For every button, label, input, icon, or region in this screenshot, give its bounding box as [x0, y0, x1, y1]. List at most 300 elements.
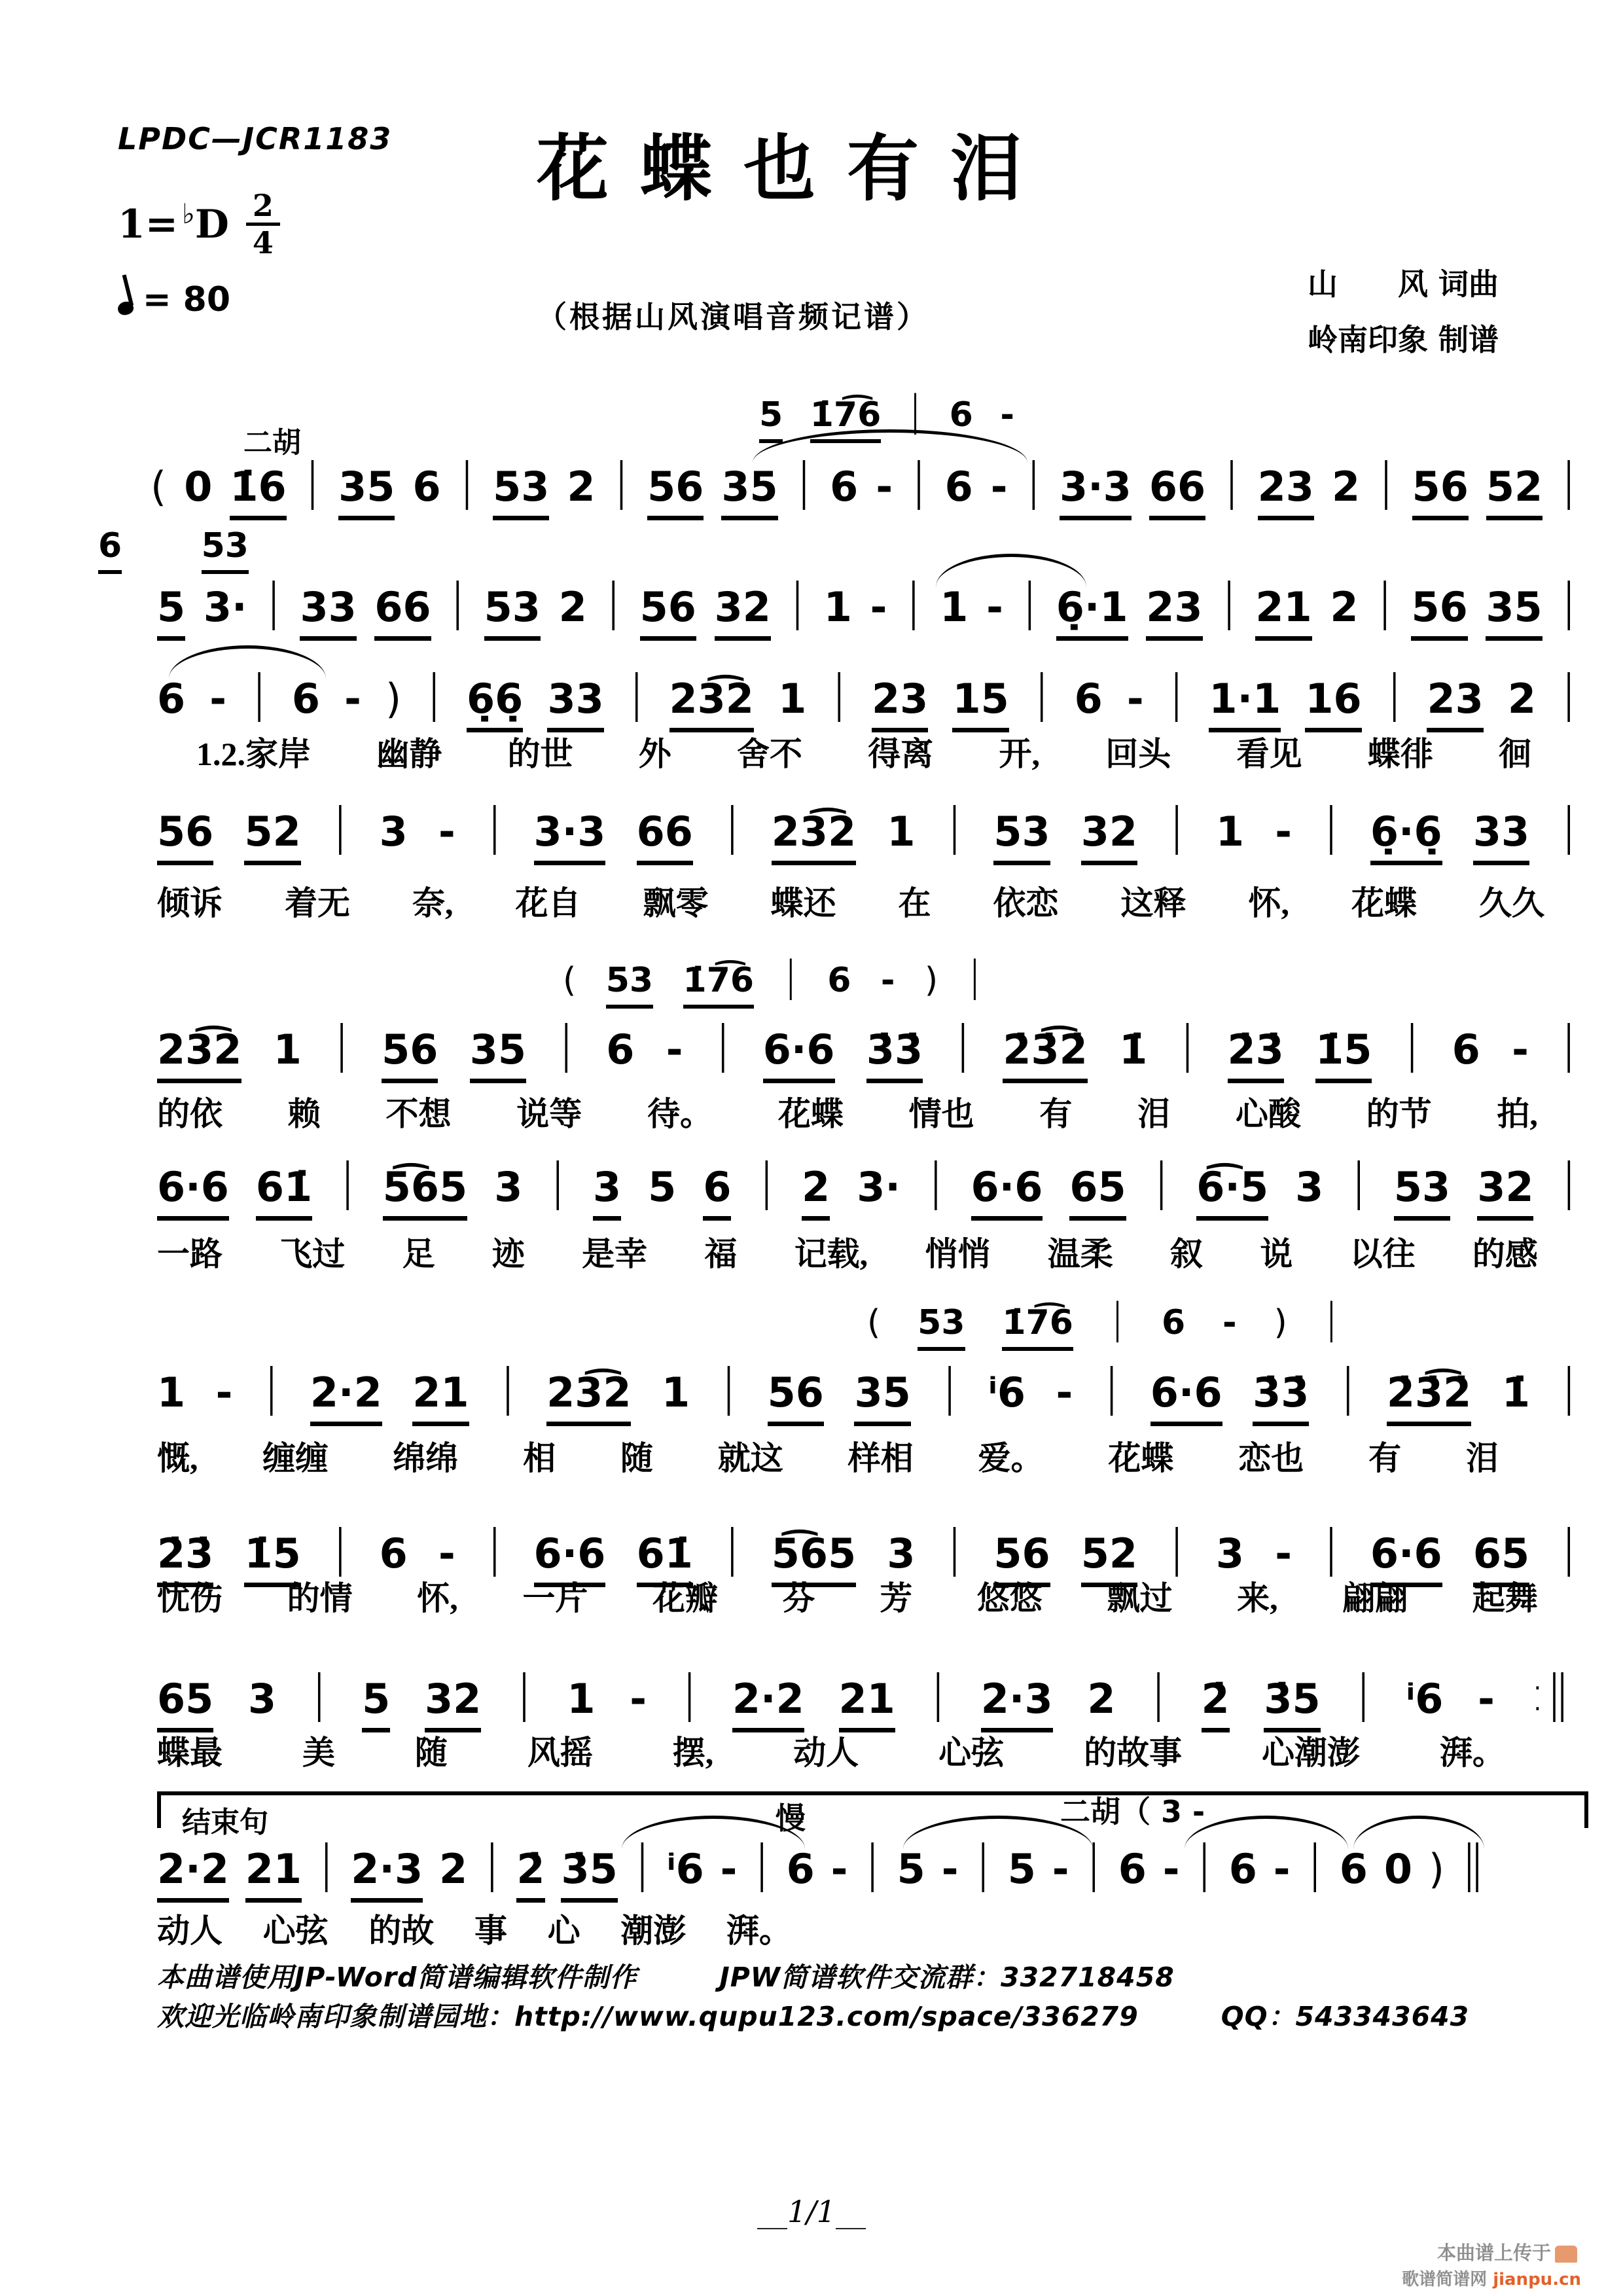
note-token: 2̇	[516, 1844, 544, 1903]
note-token: 6͡·5	[1196, 1162, 1268, 1221]
note-token: |	[927, 1153, 944, 1210]
note-token: 1̇6	[230, 461, 286, 520]
note-token: 3̇5	[1264, 1674, 1320, 1732]
note-token: |	[1560, 452, 1577, 510]
note-token: 6̣·1	[1056, 582, 1128, 641]
note-token: |	[613, 452, 630, 510]
note-token: |	[1103, 1358, 1120, 1416]
note-token: -	[666, 1026, 683, 1074]
note-token: 35	[1486, 582, 1542, 641]
note-token: 23	[1427, 673, 1483, 732]
lyric-word: 怀,	[417, 1580, 458, 1617]
note-token: 35	[338, 461, 395, 520]
music-line-6	[157, 1151, 1577, 1213]
lyric-word: 随	[414, 1734, 448, 1771]
note-token: |	[1223, 452, 1240, 510]
note-token: 6	[1339, 1845, 1368, 1893]
lyric-word: 湃。	[1439, 1734, 1505, 1771]
note-token: (	[151, 463, 167, 511]
note-token: 23͡2	[772, 806, 856, 865]
note-token: -	[1273, 1845, 1291, 1893]
lyric-word: 一路	[157, 1236, 223, 1272]
note-token: -	[880, 961, 895, 1001]
note-token: 1	[823, 583, 852, 632]
lyric-line-3	[157, 1088, 1538, 1135]
note-token: 5͡65	[383, 1162, 467, 1221]
lyric-word: 花蝶	[1108, 1440, 1174, 1477]
song-subtitle: （根据山风演唱音频记谱）	[537, 299, 929, 334]
lyric-word: 心弦	[262, 1912, 329, 1949]
lyric-word: 说等	[516, 1096, 582, 1132]
note-token: 1̇	[1119, 1026, 1148, 1074]
note-token: |	[864, 1835, 881, 1892]
note-token: -	[1512, 1026, 1529, 1074]
note-token: 0	[184, 463, 213, 511]
note-token: 53	[993, 806, 1050, 865]
watermark-line-2	[1402, 2266, 1581, 2290]
note-token: 6	[786, 1845, 815, 1893]
lyric-word: 足	[402, 1236, 435, 1272]
lyric-word: 芳	[880, 1580, 913, 1617]
note-token: 56	[1412, 461, 1469, 520]
note-token: 3	[248, 1675, 277, 1723]
note-token: |	[1560, 1153, 1577, 1210]
note-token: 2·2	[310, 1367, 382, 1426]
lyric-word: 恋也	[1238, 1440, 1304, 1477]
note-token: ‖	[1460, 1835, 1486, 1892]
key-prefix: 1=	[118, 201, 179, 247]
lyric-word: 温柔	[1047, 1236, 1113, 1272]
note-token: 6	[1074, 675, 1103, 723]
note-token: |	[974, 1835, 991, 1892]
instrument-label: 二胡	[243, 426, 301, 459]
lyric-word: 以往	[1349, 1236, 1416, 1272]
note-token: 6·6	[1150, 1367, 1222, 1426]
note-token: 6	[944, 463, 973, 511]
note-token: (	[867, 1303, 881, 1343]
note-token: |	[724, 1519, 741, 1577]
note-token: 56	[157, 806, 213, 865]
note-token: |	[449, 573, 466, 630]
note-token: 6	[1161, 1303, 1186, 1343]
note-token: |	[484, 1835, 501, 1892]
note-token: 6̣6̣	[467, 673, 523, 732]
time-signature	[246, 190, 280, 259]
note-token: 6	[830, 463, 859, 511]
ending-label: 结束句	[182, 1806, 268, 1839]
note-token: 53	[1394, 1162, 1450, 1221]
note-token: -	[941, 1845, 959, 1893]
music-line-4	[157, 795, 1577, 857]
lyric-word: 的故事	[1084, 1734, 1183, 1771]
erhu-ending-label: 二胡（ 3 -	[1060, 1794, 1205, 1829]
note-token: |	[331, 1519, 349, 1577]
note-token: |	[1085, 1835, 1102, 1892]
watermark-logo-icon	[1555, 2246, 1577, 2263]
note-token: 5	[759, 394, 783, 443]
inline-erhu-phrase-1	[563, 950, 982, 1002]
lyric-word: 芬	[782, 1580, 815, 1617]
note-token: |	[1376, 573, 1393, 630]
note-token: |	[1355, 1664, 1372, 1722]
note-token: 15	[952, 673, 1008, 732]
note-token: |	[549, 1153, 566, 1210]
note-token: 33	[300, 582, 356, 641]
note-token: 65	[157, 1674, 213, 1732]
lyric-word: 着无	[285, 885, 350, 922]
note-token: -	[1275, 1530, 1292, 1578]
note-token: 35	[854, 1367, 910, 1426]
note-token: |	[1560, 664, 1577, 722]
footer-site-note: 欢迎光临岭南印象制谱园地：http://www.qupu123.com/space/336279 QQ：543343643	[157, 2001, 1470, 2032]
note-token: 6	[703, 1162, 731, 1221]
note-token: 16	[1305, 673, 1361, 732]
note-token: )	[1274, 1303, 1287, 1343]
key-signature	[118, 190, 280, 259]
note-token: 23͡2	[669, 673, 754, 732]
note-token: 5	[362, 1674, 390, 1732]
note-token: |	[789, 573, 806, 630]
note-token: 6̣·6̣	[1370, 806, 1442, 865]
lyric-line-7	[157, 1727, 1505, 1774]
lyric-word: 看见	[1236, 736, 1302, 772]
inline-erhu-phrase-2	[867, 1293, 1338, 1344]
note-token: -	[215, 1369, 233, 1417]
note-token: |	[486, 1519, 503, 1577]
note-token: |	[724, 797, 741, 855]
lyric-word: 记载,	[794, 1236, 868, 1272]
note-token: 1	[1215, 808, 1245, 856]
music-line-2	[157, 571, 1577, 633]
note-token: |	[331, 797, 349, 855]
note-token: 6·6	[763, 1024, 835, 1083]
note-token: (	[563, 961, 577, 1001]
note-token: 53	[484, 582, 541, 641]
lyric-word: 就这	[717, 1440, 783, 1477]
lyric-word: 舍不	[737, 736, 802, 772]
note-token: |	[783, 952, 798, 1000]
lyric-word: 迹	[491, 1236, 525, 1272]
lyric-word: 美	[302, 1734, 335, 1771]
lyric-word: 样相	[847, 1440, 914, 1477]
note-token: |	[1403, 1015, 1421, 1073]
note-token: 5	[1007, 1845, 1036, 1893]
note-token: -	[438, 808, 455, 856]
note-token: 1	[273, 1026, 302, 1074]
lyric-word: 来,	[1237, 1580, 1278, 1617]
note-token: |	[753, 1835, 770, 1892]
lyric-word: 拍,	[1497, 1096, 1538, 1132]
music-line-9	[157, 1662, 1571, 1725]
note-token: 2	[1087, 1675, 1116, 1723]
note-token: 32	[1081, 806, 1137, 865]
lyric-word: 蝶徘	[1367, 736, 1433, 772]
quarter-note-icon	[116, 300, 135, 316]
time-top: 2	[246, 190, 280, 226]
page-number: __1/1__	[757, 2194, 866, 2229]
lyric-word: 说	[1260, 1236, 1293, 1272]
lyric-word: 1.2.家岸	[196, 736, 311, 772]
lyric-line-5	[157, 1432, 1499, 1479]
note-token: -	[344, 675, 361, 723]
lyric-word: 泪	[1137, 1096, 1171, 1132]
note-token: -	[209, 675, 227, 723]
lyric-word: 绵绵	[393, 1440, 459, 1477]
credit-arranger: 岭南印象 制谱	[1307, 322, 1499, 358]
note-token: |	[1110, 1294, 1125, 1342]
note-token: 1	[662, 1369, 690, 1417]
lyric-word: 心潮澎	[1262, 1734, 1360, 1771]
lyric-word: 悄悄	[925, 1236, 991, 1272]
lyric-word: 花自	[515, 885, 581, 922]
note-token: 6	[291, 675, 320, 723]
lyric-word: 事	[474, 1912, 507, 1949]
note-token: 21	[245, 1844, 302, 1903]
lyric-word: 的情	[287, 1580, 353, 1617]
note-token: |	[1324, 1294, 1338, 1342]
note-token: 2	[1330, 583, 1359, 632]
note-token: 23͡2	[157, 1024, 241, 1083]
note-token: -	[870, 583, 887, 632]
lyric-word: 摆,	[672, 1734, 714, 1771]
note-token: |	[1221, 573, 1238, 630]
watermark-site-url: jianpu.cn	[1493, 2270, 1581, 2289]
note-token: 6·6	[1370, 1528, 1442, 1587]
note-token: 3	[887, 1530, 916, 1578]
note-token: ⁱ6	[667, 1845, 704, 1893]
note-token: 6	[949, 395, 973, 435]
tempo-value: = 80	[143, 280, 231, 319]
lyric-line-4	[157, 1228, 1538, 1275]
note-token: |	[304, 452, 321, 510]
lyric-word: 的依	[157, 1096, 223, 1132]
note-token: 21	[1255, 582, 1311, 641]
note-token: |	[1179, 1015, 1196, 1073]
lyric-word: 心弦	[938, 1734, 1005, 1771]
note-token: 2	[802, 1162, 830, 1221]
note-token: |	[1168, 1519, 1185, 1577]
lyric-word: 相	[523, 1440, 556, 1477]
note-token: 3·	[203, 583, 247, 632]
note-token: 2	[1331, 463, 1361, 511]
note-token: 1̇	[1501, 1369, 1530, 1417]
note-token: |	[633, 1835, 651, 1892]
lyric-word: 回头	[1105, 736, 1171, 772]
note-token: 52	[1081, 1528, 1137, 1587]
slow-label: 慢	[776, 1801, 806, 1836]
note-token: 1̇5	[244, 1528, 300, 1587]
lyric-line-1	[196, 728, 1531, 775]
note-token: 61̇	[256, 1162, 312, 1221]
lyric-word: 潮澎	[620, 1912, 687, 1949]
note-token: 21	[839, 1674, 895, 1732]
note-token: 1	[157, 1369, 186, 1417]
note-token: )	[385, 675, 402, 723]
note-token: ⁱ6	[1406, 1675, 1444, 1723]
lyric-word: 悠悠	[976, 1580, 1043, 1617]
lyric-word: 赖	[287, 1096, 321, 1132]
flat-sign-icon: ♭	[182, 198, 195, 230]
note-token: 56	[768, 1367, 824, 1426]
lyric-word: 湃。	[726, 1912, 792, 1949]
note-token: 66	[637, 806, 693, 865]
note-token: |	[262, 1358, 280, 1416]
note-token: 6·6	[971, 1162, 1043, 1221]
note-token: 2̇3̇	[1228, 1024, 1284, 1083]
note-token: |	[265, 573, 282, 630]
note-token: 33	[1473, 806, 1529, 865]
note-token: 6	[606, 1026, 635, 1074]
note-token: -	[1126, 675, 1144, 723]
note-token: 2	[439, 1845, 468, 1893]
note-token: |	[1196, 1835, 1213, 1892]
note-token: |	[1150, 1664, 1167, 1722]
note-token: 6	[157, 675, 186, 723]
watermark-text: 本曲谱上传于	[1436, 2242, 1551, 2264]
note-token: 6	[98, 525, 122, 574]
lyric-word: 倾诉	[157, 885, 223, 922]
ending-bracket	[157, 1791, 1588, 1828]
note-token: )	[1428, 1845, 1445, 1893]
note-token: -	[1478, 1675, 1495, 1723]
note-token: 1	[567, 1675, 596, 1723]
note-token: |	[830, 664, 847, 722]
note-token: 1	[778, 675, 807, 723]
lyric-word: 的节	[1366, 1096, 1432, 1132]
note-token: 5	[648, 1163, 677, 1211]
lyric-word: 动人	[793, 1734, 859, 1771]
note-token: 6	[827, 961, 851, 1001]
note-token: 35	[721, 461, 777, 520]
note-token: |	[910, 452, 927, 510]
note-token: 3	[1295, 1163, 1324, 1211]
lyric-word: 飘过	[1107, 1580, 1173, 1617]
lyric-word: 花蝶	[777, 1096, 844, 1132]
note-token: 2̇3̇͡2̇	[1003, 1024, 1087, 1083]
note-token: 1̇7͡6	[683, 960, 755, 1009]
note-token: 66	[1149, 461, 1205, 520]
lyric-word: 忧伤	[157, 1580, 223, 1617]
note-token: |	[1378, 452, 1395, 510]
note-token: 6	[379, 1530, 408, 1578]
lyric-line-8	[157, 1905, 792, 1952]
lyric-word: 依恋	[993, 885, 1059, 922]
lyric-word: 叙	[1170, 1236, 1204, 1272]
note-token: 23͡2	[546, 1367, 631, 1426]
note-token: |	[1560, 1015, 1577, 1073]
note-token: |	[499, 1358, 516, 1416]
note-token: 2·2	[157, 1844, 229, 1903]
lyric-word: 幽静	[376, 736, 442, 772]
note-token: 23	[872, 673, 928, 732]
note-token: 52	[244, 806, 300, 865]
lyric-word: 飞过	[279, 1236, 346, 1272]
note-token: |	[251, 664, 268, 722]
note-token: |	[486, 797, 503, 855]
lyric-word: 翩翩	[1342, 1580, 1408, 1617]
lyric-line-6	[157, 1572, 1538, 1619]
note-token: 2	[558, 583, 587, 632]
note-token: -	[830, 1845, 848, 1893]
note-token: |	[628, 664, 645, 722]
note-token: |	[905, 573, 922, 630]
note-token: |	[339, 1153, 356, 1210]
note-token: |	[1168, 797, 1185, 855]
lyric-word: 怀,	[1248, 885, 1289, 922]
lyric-word: 福	[704, 1236, 738, 1272]
note-token: 56	[1411, 582, 1467, 641]
note-token: |	[1021, 573, 1038, 630]
note-token: 5	[897, 1845, 925, 1893]
note-token: |	[758, 1153, 775, 1210]
lyric-word: 有	[1368, 1440, 1402, 1477]
lyric-word: 的故	[368, 1912, 435, 1949]
note-token: |	[605, 573, 622, 630]
watermark-line-1	[1437, 2238, 1581, 2265]
note-token: |	[946, 1519, 963, 1577]
note-token: |	[1339, 1358, 1357, 1416]
lyric-word: 花瓣	[652, 1580, 718, 1617]
lyric-word: 徊	[1499, 736, 1531, 772]
note-token: 1·1	[1209, 673, 1281, 732]
note-token: -	[1275, 808, 1292, 856]
note-token: 33	[547, 673, 603, 732]
lyric-word: 飘零	[643, 885, 709, 922]
note-token: |	[310, 1664, 328, 1722]
note-token: -	[438, 1530, 455, 1578]
note-token: |	[317, 1835, 335, 1892]
note-token: 65	[1473, 1528, 1529, 1587]
lyric-word: 随	[620, 1440, 653, 1477]
lyric-word: 待。	[647, 1096, 713, 1132]
lyric-word: 一片	[522, 1580, 588, 1617]
note-token: 2̇3̇	[157, 1528, 213, 1587]
note-token: 53	[202, 525, 249, 574]
note-token: -	[986, 583, 1003, 632]
note-token: |	[516, 1664, 533, 1722]
note-token: 2·3	[981, 1674, 1053, 1732]
note-token: -	[720, 1845, 738, 1893]
note-token: |	[929, 1664, 947, 1722]
note-token: 32	[715, 582, 771, 641]
note-token: 3·3	[1060, 461, 1132, 520]
note-token: |	[967, 952, 982, 1000]
note-token: |	[681, 1664, 698, 1722]
lyric-word: 的世	[507, 736, 573, 772]
lyric-word: 起舞	[1472, 1580, 1538, 1617]
note-token: 2̇	[1202, 1674, 1230, 1732]
note-token: |	[1033, 664, 1050, 722]
note-token: 1	[887, 808, 916, 856]
note-token: |	[954, 1015, 972, 1073]
note-token: |	[908, 386, 923, 435]
note-token: |	[795, 452, 813, 510]
note-token: -	[1222, 1303, 1237, 1343]
lyric-word: 开,	[999, 736, 1040, 772]
catalog-number: LPDC—JCR1183	[118, 121, 393, 156]
note-token: 61̇	[637, 1528, 693, 1587]
note-token: |	[333, 1015, 350, 1073]
note-token: 6·6	[534, 1528, 606, 1587]
key-note: D	[194, 201, 229, 247]
note-token: 23	[1258, 461, 1314, 520]
lyric-word: 这释	[1120, 885, 1186, 922]
note-token: 1̇7͡6	[810, 394, 882, 443]
music-line-7	[157, 1356, 1577, 1418]
tempo-marking	[118, 280, 230, 319]
lyric-word: 泪	[1465, 1440, 1499, 1477]
note-token: 56	[993, 1528, 1050, 1587]
